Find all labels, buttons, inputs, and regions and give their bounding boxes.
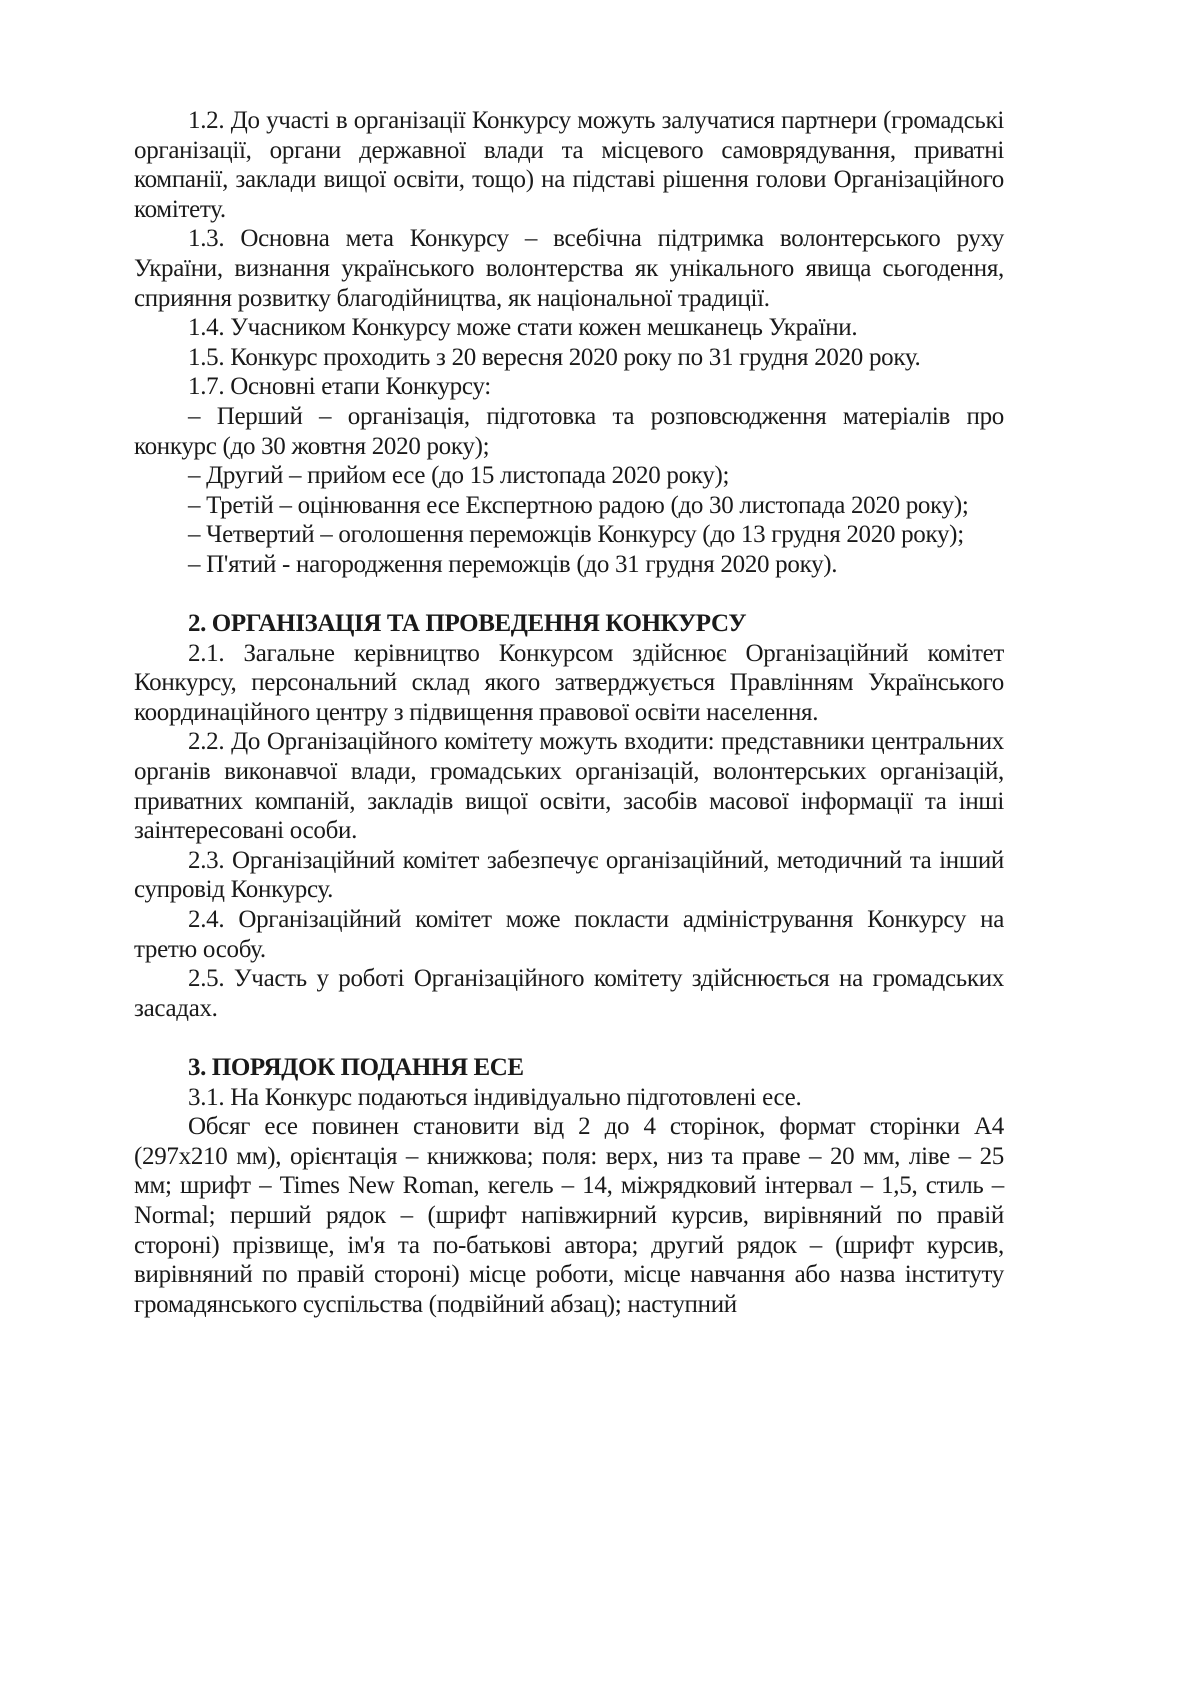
document-body: [134, 106, 1004, 1319]
paragraph-2-2: 2.2. До Організаційного комітету можуть входити: представники центральних органів виконавчої влади, громадських організацій, волонтерських організацій, приватних компаній, закладів вищої освіти, засобів масової інформації та інші заінтересовані особи.: [134, 728, 1004, 845]
paragraph-3-1: 3.1. На Конкурс подаються індивідуально підготовлені есе.: [188, 1083, 802, 1111]
stage-item-1: – Перший – організація, підготовка та розповсюдження матеріалів про конкурс (до 30 жовтня 2020 року);: [134, 402, 1004, 460]
paragraph-1-4: 1.4. Учасником Конкурсу може стати кожен мешканець України.: [188, 314, 858, 342]
stage-item-3: – Третій – оцінювання есе Експертною радою (до 30 листопада 2020 року);: [188, 491, 969, 519]
stage-item-4: – Четвертий – оголошення переможців Конкурсу (до 13 грудня 2020 року);: [188, 521, 964, 549]
section-2: [134, 609, 1004, 1023]
paragraph-1-7: 1.7. Основні етапи Конкурсу:: [188, 373, 491, 401]
paragraph-1-3: 1.3. Основна мета Конкурсу – всебічна підтримка волонтерського руху України, визнання українського волонтерства як унікального явища сьогодення, сприяння розвитку благодійництва, як національної традиції.: [134, 225, 1004, 312]
paragraph-1-2: 1.2. До участі в організації Конкурсу можуть залучатися партнери (громадські організації, органи державної влади та місцевого самоврядування, приватні компанії, заклади вищої освіти, тощо) на підставі рішення голови Організаційного комітету.: [134, 107, 1004, 223]
paragraph-2-3: 2.3. Організаційний комітет забезпечує організаційний, методичний та інший супровід Конкурсу.: [134, 846, 1004, 904]
section-3-heading: 3. ПОРЯДОК ПОДАННЯ ЕСЕ: [188, 1054, 524, 1081]
section-2-heading: 2. ОРГАНІЗАЦІЯ ТА ПРОВЕДЕННЯ КОНКУРСУ: [188, 610, 747, 638]
paragraph-2-4: 2.4. Організаційний комітет може покласти адміністрування Конкурсу на третю особу.: [134, 906, 1004, 963]
paragraph-2-5: 2.5. Участь у роботі Організаційного комітету здійснюється на громадських засадах.: [134, 965, 1004, 1022]
paragraph-2-1: 2.1. Загальне керівництво Конкурсом здійснює Організаційний комітет Конкурсу, персональний склад якого затверджується Правлінням Українського координаційного центру з підвищення правової освіти населення.: [134, 639, 1004, 726]
blank-line: [134, 580, 1004, 610]
section-1-continued: [134, 106, 1004, 580]
section-3: [134, 1053, 1004, 1319]
paragraph-essay-format: Обсяг есе повинен становити від 2 до 4 сторінок, формат сторінки А4 (297х210 мм), орієнтація – книжкова; поля: верх, низ та праве – 20 мм, ліве – 25 мм; шрифт – Times New Roman, кегель – 14, міжрядковий інтервал – 1,5, стиль – Normal; перший рядок – (шрифт напівжирний курсив, вирівняний по правій стороні) прізвище, ім'я та по-батькові автора; другий рядок – (шрифт курсив, вирівняний по правій стороні) місце роботи, місце навчання або назва інституту громадянського суспільства (подвійний абзац); наступний: [134, 1113, 1004, 1318]
blank-line: [134, 1023, 1004, 1053]
stage-item-2: – Другий – прийом есе (до 15 листопада 2020 року);: [188, 462, 730, 490]
paragraph-1-5: 1.5. Конкурс проходить з 20 вересня 2020 року по 31 грудня 2020 року.: [188, 343, 921, 371]
stage-item-5: – П'ятий - нагородження переможців (до 31 грудня 2020 року).: [188, 550, 838, 578]
